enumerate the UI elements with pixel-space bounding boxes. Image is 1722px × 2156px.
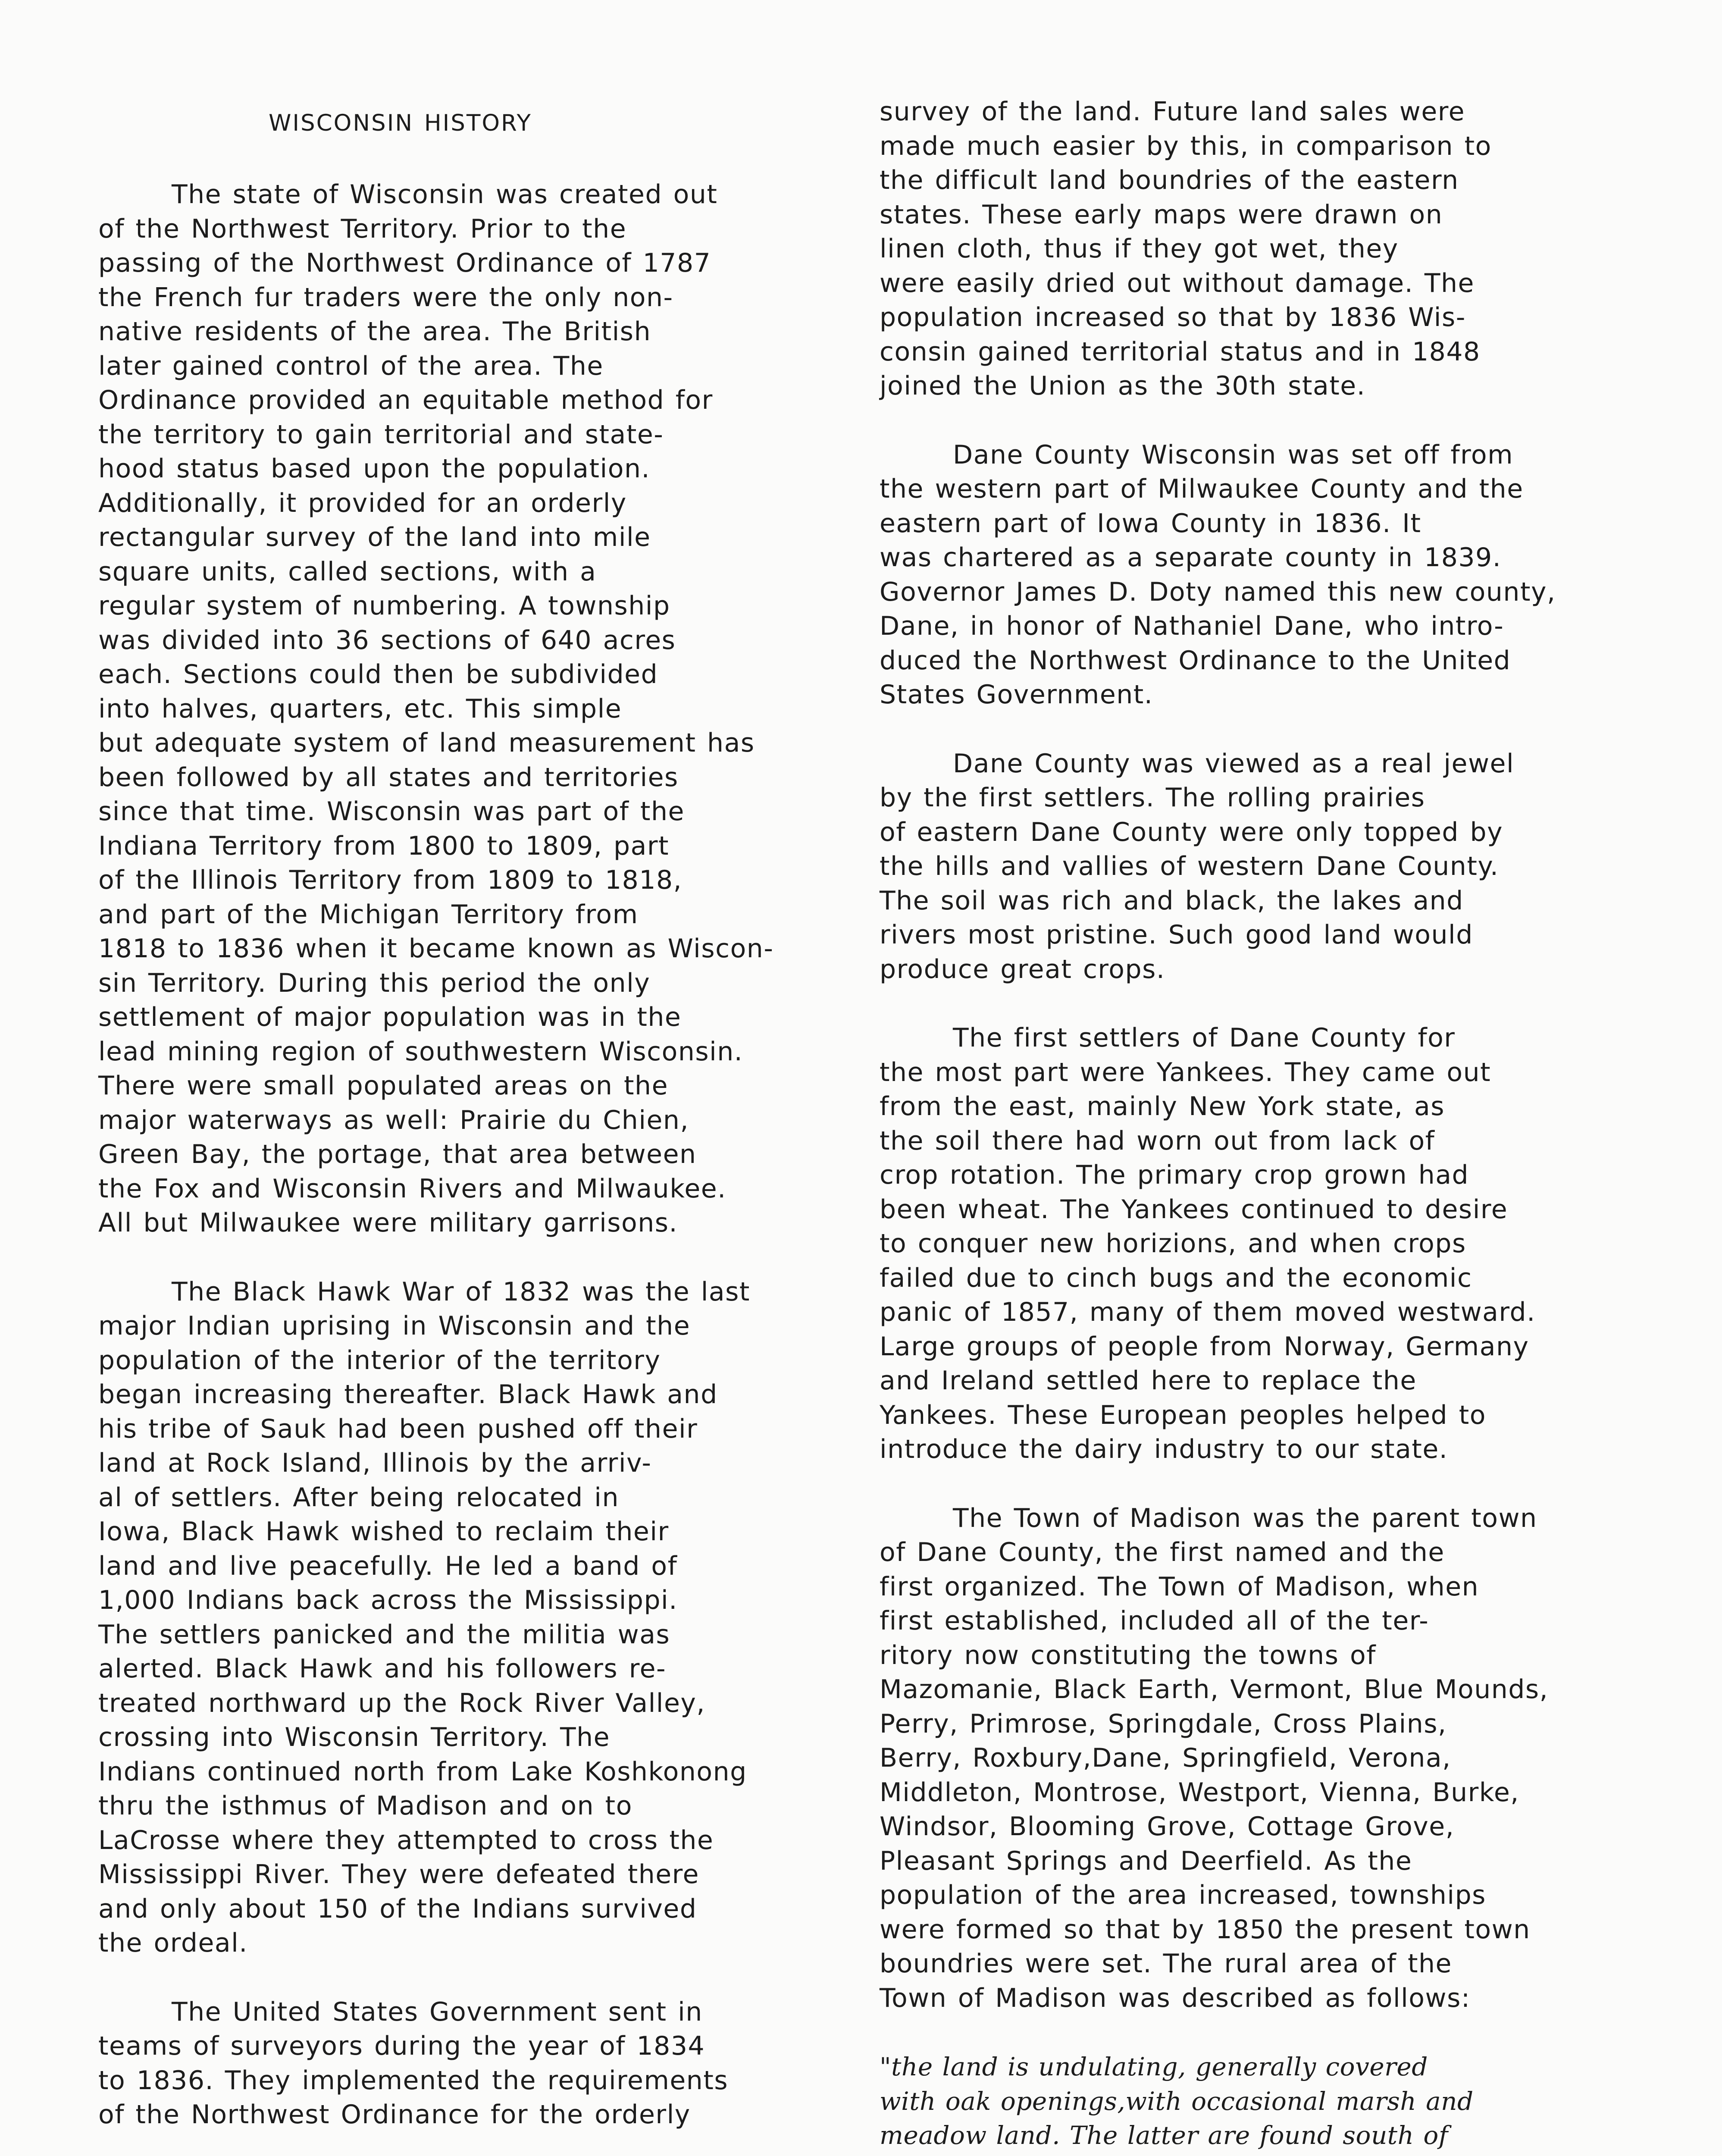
quotation-rural-area: "the land is undulating, generally covered with oak openings,with occasional marsh and meadow land. The latter are found south of: [880, 2052, 1474, 2150]
paragraph-surveyors: The United States Government sent in teams of surveyors during the year of 1834 to 1836. They implemented the requirements of the Northwest Ordinance for the orderly: [98, 1996, 729, 2130]
left-column: [98, 106, 874, 2156]
right-column: [880, 95, 1681, 2153]
paragraph-town-of-madison: The Town of Madison was the parent town of Dane County, the first named and the first organized. The Town of Madison, when first established, included all of the ter- ritory now constituting the towns of Mazomanie, Black Earth, Vermont, Blue Mounds, Perry, Primrose, Springdale, Cross Plains, Berry, Roxbury,Dane, Springfield, Verona, Middleton, Montrose, Westport, Vienna, Burke, Windsor, Blooming Grove, Cottage Grove, Pleasant Springs and Deerfield. As the population of the area increased, townships were formed so that by 1850 the present town boundries were set. The rural area of the Town of Madison was described as follows:: [880, 1503, 1549, 2013]
paragraph-first-settlers: The first settlers of Dane County for the most part were Yankees. They came out from the east, mainly New York state, as the soil there had worn out from lack of crop rotation. The primary crop grown had been wheat. The Yankees continued to desire to conquer new horizions, and when crops failed due to cinch bugs and the economic panic of 1857, many of them moved westward. Large groups of people from Norway, Germany and Ireland settled here to replace the Yankees. These European peoples helped to introduce the dairy industry to our state.: [880, 1023, 1536, 1464]
paragraph-survey-continuation: survey of the land. Future land sales were made much easier by this, in comparison to the difficult land boundries of the eastern states. These early maps were drawn on linen cloth, thus if they got wet, they were easily dried out without damage. The population increased so that by 1836 Wis- consin gained territorial status and in 1848 joined the Union as the 30th state.: [880, 97, 1492, 401]
paragraph-wisconsin-origins: The state of Wisconsin was created out of the Northwest Territory. Prior to the passing of the Northwest Ordinance of 1787 the French fur traders were the only non- native residents of the area. The British later gained control of the area. The Ordinance provided an equitable method for the territory to gain territorial and state- hood status based upon the population. Additionally, it provided for an orderly rectangular survey of the land into mile square units, called sections, with a regular system of numbering. A township was divided into 36 sections of 640 acres each. Sections could then be subdivided into halves, quarters, etc. This simple but adequate system of land measurement has been followed by all states and territories since that time. Wisconsin was part of the Indiana Territory from 1800 to 1809, part of the Illinois Territory from 1809 to 1818, and part of the Michigan Territory from 1818 to 1836 when it became known as Wiscon- sin Territory. During this period the only settlement of major population was in the lead mining region of southwestern Wisconsin. There were small populated areas on the major waterways as well: Prairie du Chien, Green Bay, the portage, that area between the Fox and Wisconsin Rivers and Milwaukee. All but Milwaukee were military garrisons.: [98, 179, 774, 1238]
paragraph-black-hawk-war: The Black Hawk War of 1832 was the last major Indian uprising in Wisconsin and the population of the interior of the territory began increasing thereafter. Black Hawk and his tribe of Sauk had been pushed off their land at Rock Island, Illinois by the arriv- al of settlers. After being relocated in Iowa, Black Hawk wished to reclaim their land and live peacefully. He led a band of 1,000 Indians back across the Mississippi. The settlers panicked and the militia was alerted. Black Hawk and his followers re- treated northward up the Rock River Valley, crossing into Wisconsin Territory. The Indians continued north from Lake Koshkonong thru the isthmus of Madison and on to LaCrosse where they attempted to cross the Mississippi River. They were defeated there and only about 150 of the Indians survived the ordeal.: [98, 1276, 750, 1958]
page-title: WISCONSIN HISTORY: [269, 110, 532, 136]
paragraph-dane-county-formation: Dane County Wisconsin was set off from the western part of Milwaukee County and the eastern part of Iowa County in 1836. It was chartered as a separate county in 1839. Governor James D. Doty named this new county, Dane, in honor of Nathaniel Dane, who intro- duced the Northwest Ordinance to the United States Government.: [880, 439, 1556, 710]
paragraph-dane-county-jewel: Dane County was viewed as a real jewel by the first settlers. The rolling prairies of eastern Dane County were only topped by the hills and vallies of western Dane County. The soil was rich and black, the lakes and rivers most pristine. Such good land would produce great crops.: [880, 748, 1515, 984]
